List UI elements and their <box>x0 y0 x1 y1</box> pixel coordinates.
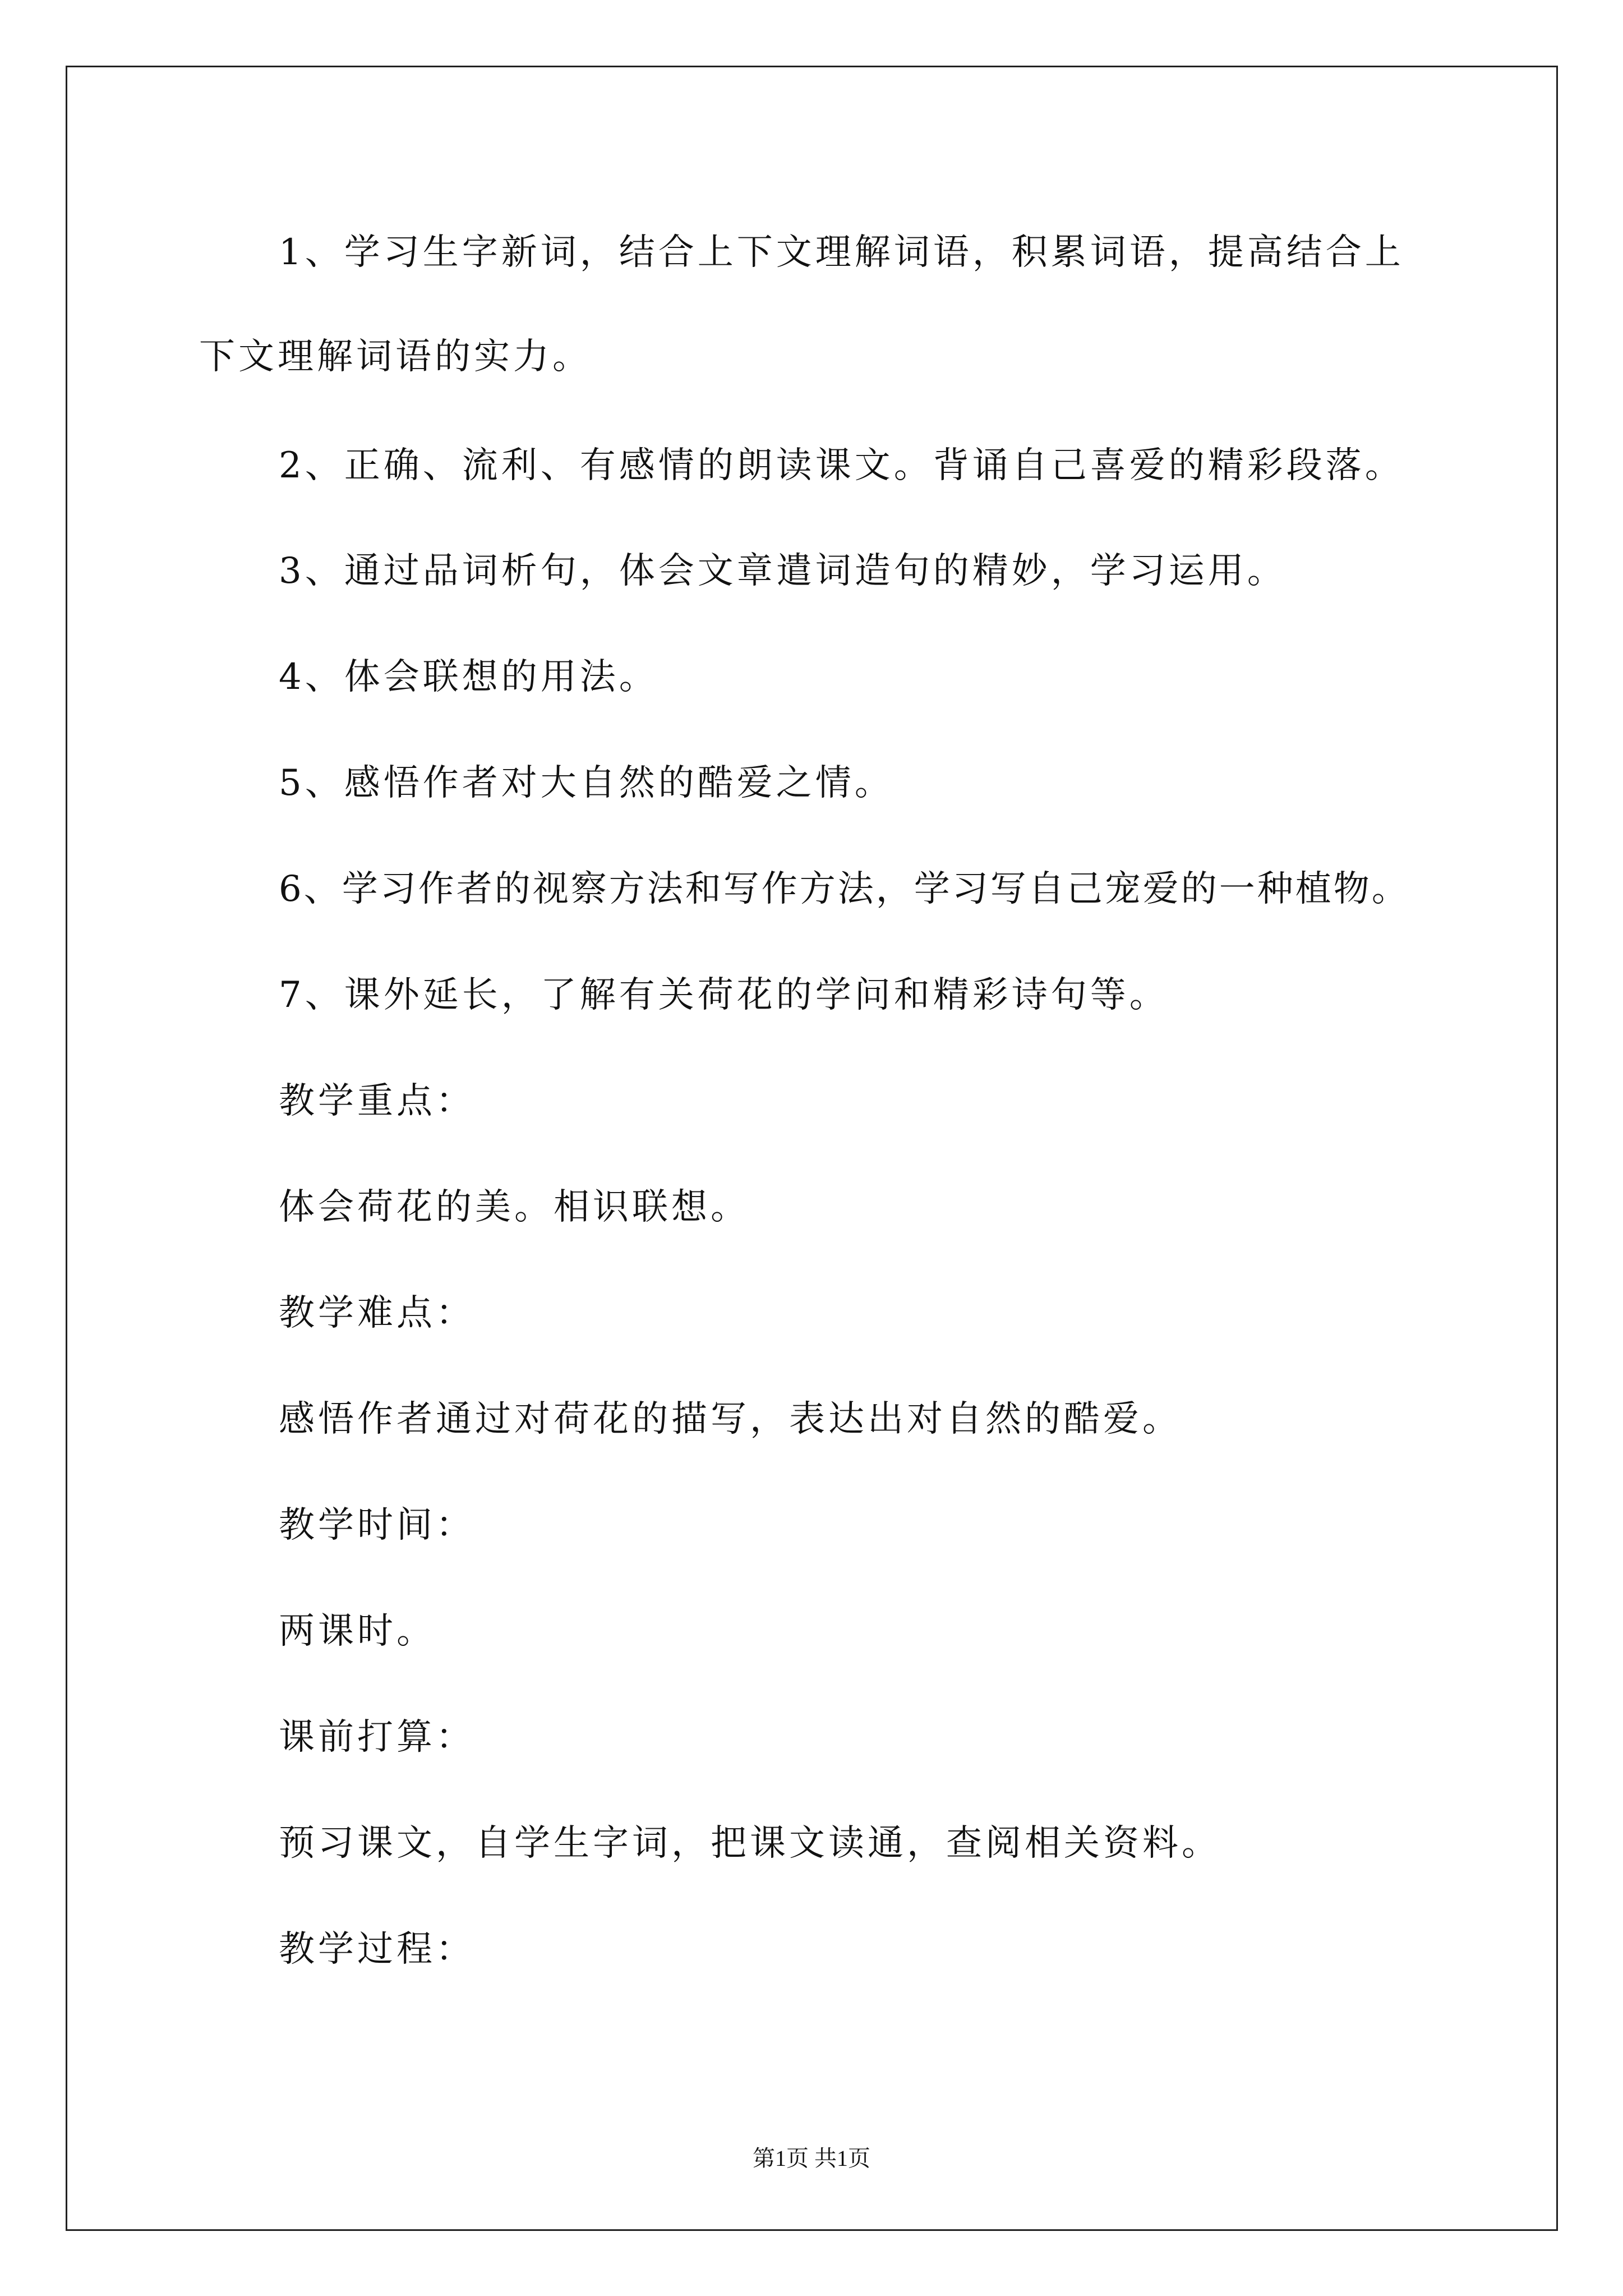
paragraph-teaching-time: 两课时。 <box>279 1611 436 1652</box>
heading-preparation: 课前打算： <box>279 1717 475 1758</box>
paragraph-objective-5: 5、感悟作者对大自然的酷爱之情。 <box>279 762 894 804</box>
paragraph-objective-3: 3、通过品词析句，体会文章遣词造句的精妙，学习运用。 <box>279 550 1287 592</box>
page-footer: 第1页 共1页 <box>753 2146 870 2171</box>
heading-teaching-process: 教学过程： <box>279 1929 475 1970</box>
paragraph-objective-6: 6、学习作者的视察方法和写作方法，学习写自己宠爱的一种植物。 <box>279 868 1410 910</box>
heading-difficulties: 教学难点： <box>279 1292 475 1334</box>
paragraph-preparation: 预习课文，自学生字词，把课文读通，查阅相关资料。 <box>279 1823 1221 1864</box>
paragraph-objective-4: 4、体会联想的用法。 <box>279 656 658 698</box>
paragraph-objective-7: 7、课外延长，了解有关荷花的学问和精彩诗句等。 <box>279 974 1169 1016</box>
paragraph-objective-1-cont: 下文理解词语的实力。 <box>199 336 592 378</box>
heading-teaching-time: 教学时间： <box>279 1504 475 1546</box>
paragraph-key-points: 体会荷花的美。相识联想。 <box>279 1186 750 1228</box>
paragraph-difficulties: 感悟作者通过对荷花的描写，表达出对自然的酷爱。 <box>279 1398 1182 1440</box>
paragraph-objective-2: 2、正确、流利、有感情的朗读课文。背诵自己喜爱的精彩段落。 <box>279 445 1404 486</box>
paragraph-objective-1: 1、学习生字新词，结合上下文理解词语，积累词语，提高结合上 <box>279 232 1404 273</box>
heading-key-points: 教学重点： <box>279 1080 475 1122</box>
